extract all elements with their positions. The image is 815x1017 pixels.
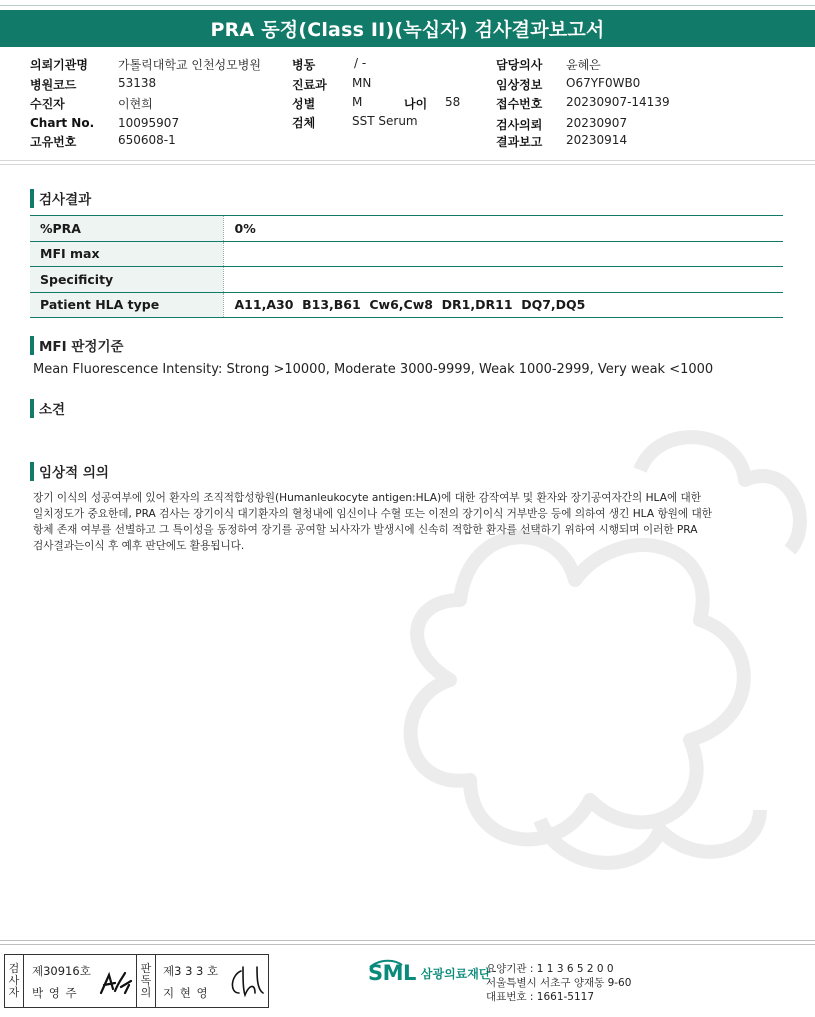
section-title-text: 검사결과 (39, 192, 92, 208)
info-value: 20230907 (566, 116, 628, 130)
patient-info (30, 56, 790, 152)
signer2-license: 제3 3 3 호 (163, 964, 219, 978)
row-value (223, 241, 783, 267)
signature-box (4, 954, 269, 1008)
section-results (30, 188, 91, 208)
info-label: 성별 (292, 97, 316, 111)
info-label: 고유번호 (30, 135, 77, 149)
section-clinical (30, 461, 109, 481)
row-value (223, 267, 783, 293)
signature-1-icon (97, 967, 135, 999)
report-title: PRA 동정(Class II)(녹십자) 검사결과보고서 (0, 10, 815, 47)
table-row (30, 241, 783, 267)
mfi-criteria-text: Mean Fluorescence Intensity: Strong >10000, Moderate 3000-9999, Weak 1000-2999, Very weak <1000 (33, 362, 714, 377)
results-table (30, 215, 783, 318)
role-char: 자 (8, 986, 20, 999)
info-value: 20230907-14139 (566, 95, 670, 109)
section-marker (30, 336, 34, 355)
role-char: 검 (8, 962, 20, 975)
row-key: %PRA (30, 216, 223, 242)
info-label: 결과보고 (496, 135, 543, 149)
header-separator (0, 160, 815, 165)
clinical-line: 항체 존재 여부를 선별하고 그 특이성을 동정하여 장기를 공여할 뇌사자가 발생시에 신속히 적합한 환자를 선택하기 위하여 시행되며 이러한 PRA (33, 524, 698, 536)
role-char: 사 (8, 974, 20, 987)
row-value: 0% (234, 220, 256, 236)
section-title-text: 소견 (39, 402, 66, 418)
sml-logo-icon (366, 957, 406, 987)
info-value: M (352, 95, 363, 109)
info-value: 10095907 (118, 116, 180, 130)
table-row (30, 292, 783, 318)
info-label: 검사의뢰 (496, 118, 543, 132)
row-key: Specificity (30, 267, 223, 293)
info-label: 검체 (292, 116, 316, 130)
org-name: 삼광의료재단 (420, 966, 491, 981)
info-value: 이현희 (118, 97, 153, 111)
clinical-line: 장기 이식의 성공여부에 있어 환자의 조직적합성항원(Humanleukocyte antigen:HLA)에 대한 감작여부 및 환자와 장기공여자간의 HLA에 대한 (33, 492, 702, 504)
role-char: 의 (140, 986, 152, 999)
section-mfi (30, 335, 124, 355)
info-label: 수진자 (30, 97, 65, 111)
signer2-role (136, 955, 156, 1007)
info-label: 진료과 (292, 78, 327, 92)
table-row (30, 216, 783, 242)
signer1-license: 제30916호 (32, 964, 91, 978)
info-value: / - (354, 56, 367, 70)
role-char: 판 (140, 962, 152, 975)
clinical-line: 검사결과는이식 후 예후 판단에도 활용됩니다. (33, 540, 245, 552)
signer1-name: 박 영 주 (32, 986, 78, 1000)
role-char: 독 (140, 974, 152, 987)
info-value: MN (352, 76, 372, 90)
info-value: 윤혜은 (566, 58, 601, 72)
sml-logo (368, 961, 490, 985)
table-row (30, 267, 783, 293)
section-marker (30, 399, 34, 418)
section-marker (30, 189, 34, 208)
section-title-text: MFI 판정기준 (39, 339, 124, 355)
info-value: 53138 (118, 76, 157, 90)
org-info (486, 962, 631, 1004)
info-value: 20230914 (566, 133, 628, 147)
row-value: A11,A30 B13,B61 Cw6,Cw8 DR1,DR11 DQ7,DQ5 (234, 297, 586, 313)
info-value: SST Serum (352, 114, 418, 128)
info-label: 임상정보 (496, 78, 543, 92)
clinical-significance (33, 490, 763, 554)
info-label: 병동 (292, 58, 316, 72)
org-info-line: 요양기관 : 1 1 3 6 5 2 0 0 (486, 963, 614, 975)
info-label: 담당의사 (496, 58, 543, 72)
info-value: 58 (445, 95, 461, 109)
org-info-line: 대표번호 : 1661-5117 (486, 991, 595, 1003)
info-label: 병원코드 (30, 78, 77, 92)
org-info-line: 서울특별시 서초구 양재동 9-60 (486, 977, 632, 989)
clinical-line: 일치정도가 중요한데, PRA 검사는 장기이식 대기환자의 혈청내에 임신이나 수혈 또는 이전의 장기이식 거부반응 등에 의하여 생긴 HLA 항원에 대한 (33, 508, 712, 520)
section-marker (30, 462, 34, 481)
section-opinion (30, 398, 65, 418)
info-label: 접수번호 (496, 97, 543, 111)
info-label: 나이 (404, 97, 428, 111)
signature-2-icon (225, 963, 267, 1001)
signer1-role (5, 955, 24, 1007)
row-key: MFI max (30, 241, 223, 267)
signer2-name: 지 현 영 (163, 986, 209, 1000)
section-title-text: 임상적 의의 (39, 465, 109, 481)
info-value: 가톨릭대학교 인천성모병원 (118, 58, 261, 72)
footer-separator (0, 940, 815, 945)
info-value: 650608-1 (118, 133, 176, 147)
row-key: Patient HLA type (30, 292, 223, 318)
top-rule (0, 5, 815, 6)
info-value: O67YF0WB0 (566, 76, 641, 90)
logo-text: SML (368, 961, 416, 985)
info-label: Chart No. (30, 116, 95, 130)
info-label: 의뢰기관명 (30, 58, 88, 72)
